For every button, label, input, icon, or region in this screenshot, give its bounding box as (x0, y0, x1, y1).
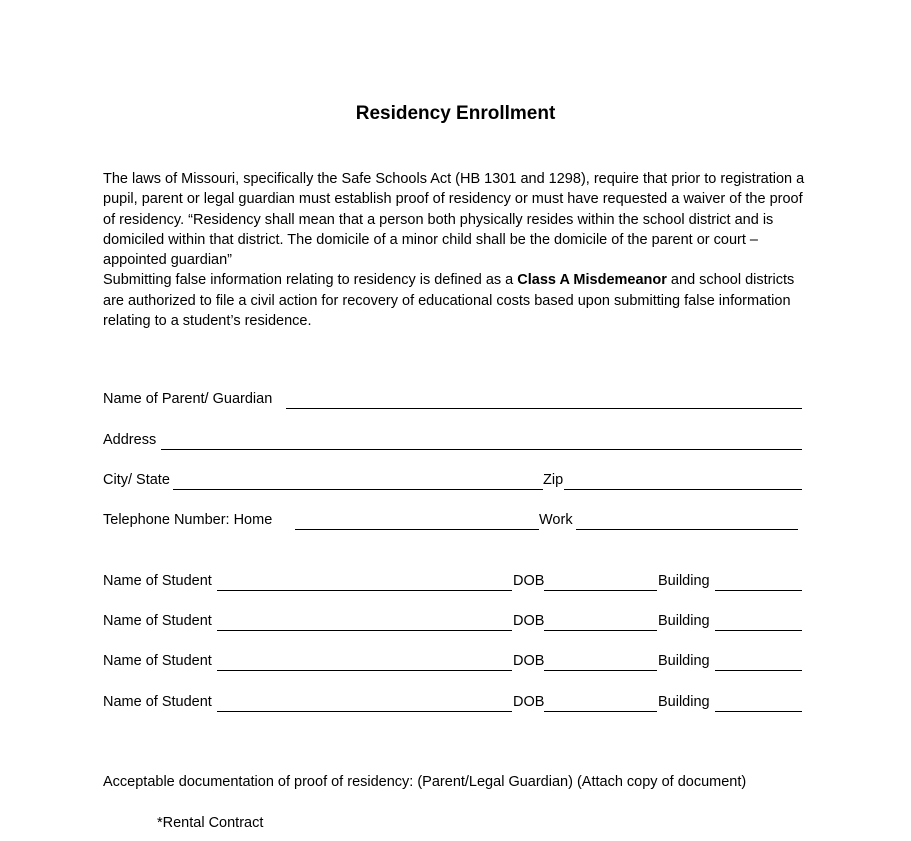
building-label: Building (658, 694, 710, 710)
telephone-row (103, 512, 803, 532)
dob-field[interactable] (544, 630, 657, 631)
building-field[interactable] (715, 711, 802, 712)
intro-paragraph-2-end: and school districts are authorized to file a civil action for recovery of educational costs based upon submitting false information relating to a student’s residence. (103, 272, 795, 330)
documentation-item-rental-contract: *Rental Contract (157, 815, 264, 831)
address-field[interactable] (161, 449, 802, 450)
home-phone-field[interactable] (295, 529, 539, 530)
parent-guardian-label: Name of Parent/ Guardian (103, 391, 273, 407)
intro-paragraph-1: The laws of Missouri, specifically the Safe Schools Act (HB 1301 and 1298), require that prior to registration a pupil, parent or legal guardian must establish proof of residency or must have requested a waiver of the proof of residency. “Residency shall mean that a person both physically resides within the school district and is domiciled within that district. The domicile of a minor child shall be the domicile of the parent or court – appointed guardian” (103, 171, 805, 269)
student-name-field[interactable] (217, 711, 512, 712)
page-title: Residency Enrollment (355, 103, 556, 124)
dob-label: DOB (513, 694, 545, 710)
building-field[interactable] (715, 670, 802, 671)
student-row (103, 653, 803, 673)
work-phone-field[interactable] (576, 529, 798, 530)
student-row (103, 694, 803, 714)
building-field[interactable] (715, 630, 802, 631)
zip-label: Zip (543, 472, 564, 488)
student-name-field[interactable] (217, 670, 512, 671)
city-state-zip-row (103, 472, 803, 492)
dob-label: DOB (513, 573, 545, 589)
dob-field[interactable] (544, 670, 657, 671)
student-name-label: Name of Student (103, 653, 212, 669)
intro-paragraph-2-start: Submitting false information relating to residency is defined as a (103, 272, 518, 289)
student-name-field[interactable] (217, 590, 512, 591)
building-label: Building (658, 573, 710, 589)
dob-field[interactable] (544, 711, 657, 712)
dob-field[interactable] (544, 590, 657, 591)
parent-guardian-row (103, 391, 803, 411)
student-name-label: Name of Student (103, 694, 212, 710)
student-name-field[interactable] (217, 630, 512, 631)
parent-guardian-field[interactable] (286, 408, 802, 409)
city-state-field[interactable] (173, 489, 543, 490)
work-phone-label: Work (539, 512, 573, 528)
intro-text (103, 169, 815, 331)
building-field[interactable] (715, 590, 802, 591)
address-label: Address (103, 432, 157, 448)
home-phone-label: Telephone Number: Home (103, 512, 273, 528)
student-row (103, 573, 803, 593)
student-name-label: Name of Student (103, 573, 212, 589)
intro-paragraph-2 (103, 270, 815, 331)
zip-field[interactable] (564, 489, 802, 490)
misdemeanor-emphasis: Class A Misdemeanor (517, 272, 667, 289)
building-label: Building (658, 653, 710, 669)
dob-label: DOB (513, 653, 545, 669)
documentation-heading: Acceptable documentation of proof of residency: (Parent/Legal Guardian) (Attach copy of document) (103, 774, 747, 790)
city-state-label: City/ State (103, 472, 170, 488)
address-row (103, 432, 803, 452)
dob-label: DOB (513, 613, 545, 629)
student-row (103, 613, 803, 633)
building-label: Building (658, 613, 710, 629)
student-name-label: Name of Student (103, 613, 212, 629)
